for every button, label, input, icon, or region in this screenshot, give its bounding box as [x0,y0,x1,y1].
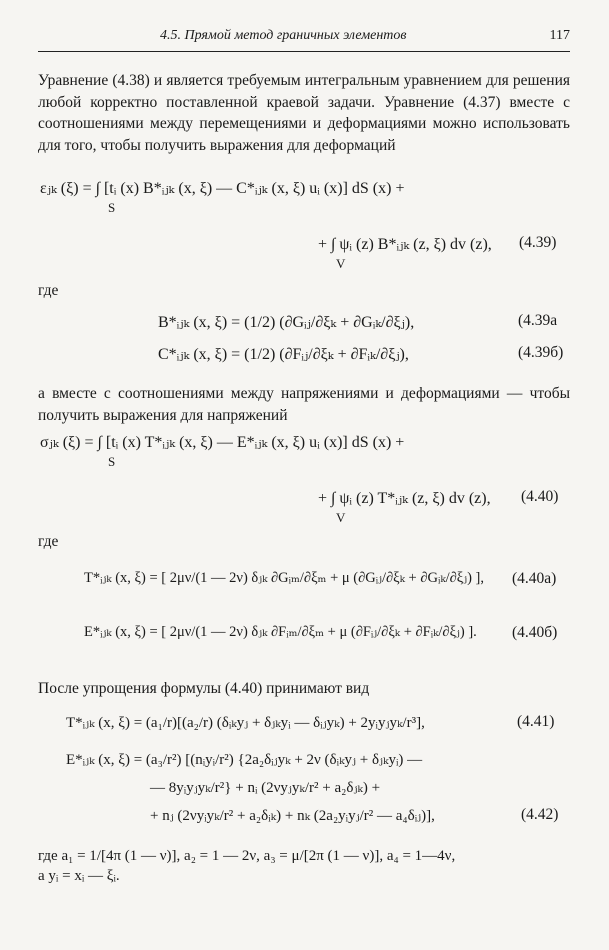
equation-4-39-line2: + ∫ ψᵢ (z) B*ᵢⱼₖ (z, ξ) dv (z), [318,236,492,253]
running-title: 4.5. Прямой метод граничных элементов [160,28,407,43]
running-header [160,28,570,44]
equation-4-39-line1-limit: S [108,200,116,215]
equation-4-42-line3: + nⱼ (2νyᵢyₖ/r² + a₂δᵢₖ) + nₖ (2a₂yᵢyⱼ/r² — a₄δᵢⱼ)], [150,808,435,824]
equation-number-4-42: (4.42) [521,806,559,823]
where-label-1: где [38,282,59,299]
page-number: 117 [549,28,570,43]
equation-number-4-40a: (4.40a) [512,570,557,587]
paragraph-simplified: После упрощения формулы (4.40) принимают вид [38,680,370,697]
equation-4-39-line2-limit: V [336,256,346,271]
equation-4-41: T*ᵢⱼₖ (x, ξ) = (a₁/r)[(a₂/r) (δᵢₖyⱼ + δⱼₖyᵢ — δᵢⱼyₖ) + 2yᵢyⱼyₖ/r³], [66,715,425,731]
equation-4-39a: B*ᵢⱼₖ (x, ξ) = (1/2) (∂Gᵢⱼ/∂ξₖ + ∂Gᵢₖ/∂ξⱼ), [158,314,415,331]
equation-4-39b: C*ᵢⱼₖ (x, ξ) = (1/2) (∂Fᵢⱼ/∂ξₖ + ∂Fᵢₖ/∂ξⱼ), [158,346,409,363]
equation-number-4-39a: (4.39a [518,312,558,329]
where-label-2: где [38,533,59,550]
equation-4-42-line1: E*ᵢⱼₖ (x, ξ) = (a₃/r²) [(nᵢyᵢ/r²) {2a₂δᵢⱼyₖ + 2ν (δᵢₖyⱼ + δⱼₖyᵢ) — [66,752,423,768]
equation-number-4-39: (4.39) [519,234,557,251]
paragraph-intro: Уравнение (4.38) и является требуемым интегральным уравнением для решения любой корректно поставленной краевой задачи. Уравнение (4.37) вместе с соотношениями между перемещениями и деформациями можно использовать для того, чтобы получить выражения для деформаций [38,72,570,154]
equation-number-4-39b: (4.39б) [518,344,564,361]
equation-number-4-41: (4.41) [517,713,555,730]
equation-4-42-line2: — 8yᵢyⱼyₖ/r²} + nᵢ (2νyⱼyₖ/r² + a₂δⱼₖ) + [150,780,381,796]
equation-number-4-40b: (4.40б) [512,624,558,641]
constants-note-line2: а yᵢ = xᵢ — ξᵢ. [38,868,120,884]
equation-4-40a: T*ᵢⱼₖ (x, ξ) = [ 2μν/(1 — 2ν) δⱼₖ ∂Gᵢₘ/∂ξₘ + μ (∂Gᵢⱼ/∂ξₖ + ∂Gᵢₖ/∂ξⱼ) ], [84,570,485,586]
equation-4-40b: E*ᵢⱼₖ (x, ξ) = [ 2μν/(1 — 2ν) δⱼₖ ∂Fᵢₘ/∂ξₘ + μ (∂Fᵢⱼ/∂ξₖ + ∂Fᵢₖ/∂ξⱼ) ]. [84,624,477,640]
paragraph-stresses: а вместе с соотношениями между напряжениями и деформациями — чтобы получить выражения для напряжений [38,385,570,424]
equation-number-4-40: (4.40) [521,488,559,505]
equation-4-40-line1: σⱼₖ (ξ) = ∫ [tᵢ (x) T*ᵢⱼₖ (x, ξ) — E*ᵢⱼₖ (x, ξ) uᵢ (x)] dS (x) + [40,434,405,451]
equation-4-40-line1-limit: S [108,454,116,469]
equation-4-40-line2: + ∫ ψᵢ (z) T*ᵢⱼₖ (z, ξ) dv (z), [318,490,491,507]
constants-note-line1: где a₁ = 1/[4π (1 — ν)], a₂ = 1 — 2ν, a₃ = μ/[2π (1 — ν)], a₄ = 1—4ν, [38,848,456,864]
header-rule [38,51,570,52]
equation-4-39-line1: εⱼₖ (ξ) = ∫ [tᵢ (x) B*ᵢⱼₖ (x, ξ) — C*ᵢⱼₖ (x, ξ) uᵢ (x)] dS (x) + [40,180,405,197]
equation-4-40-line2-limit: V [336,510,346,525]
